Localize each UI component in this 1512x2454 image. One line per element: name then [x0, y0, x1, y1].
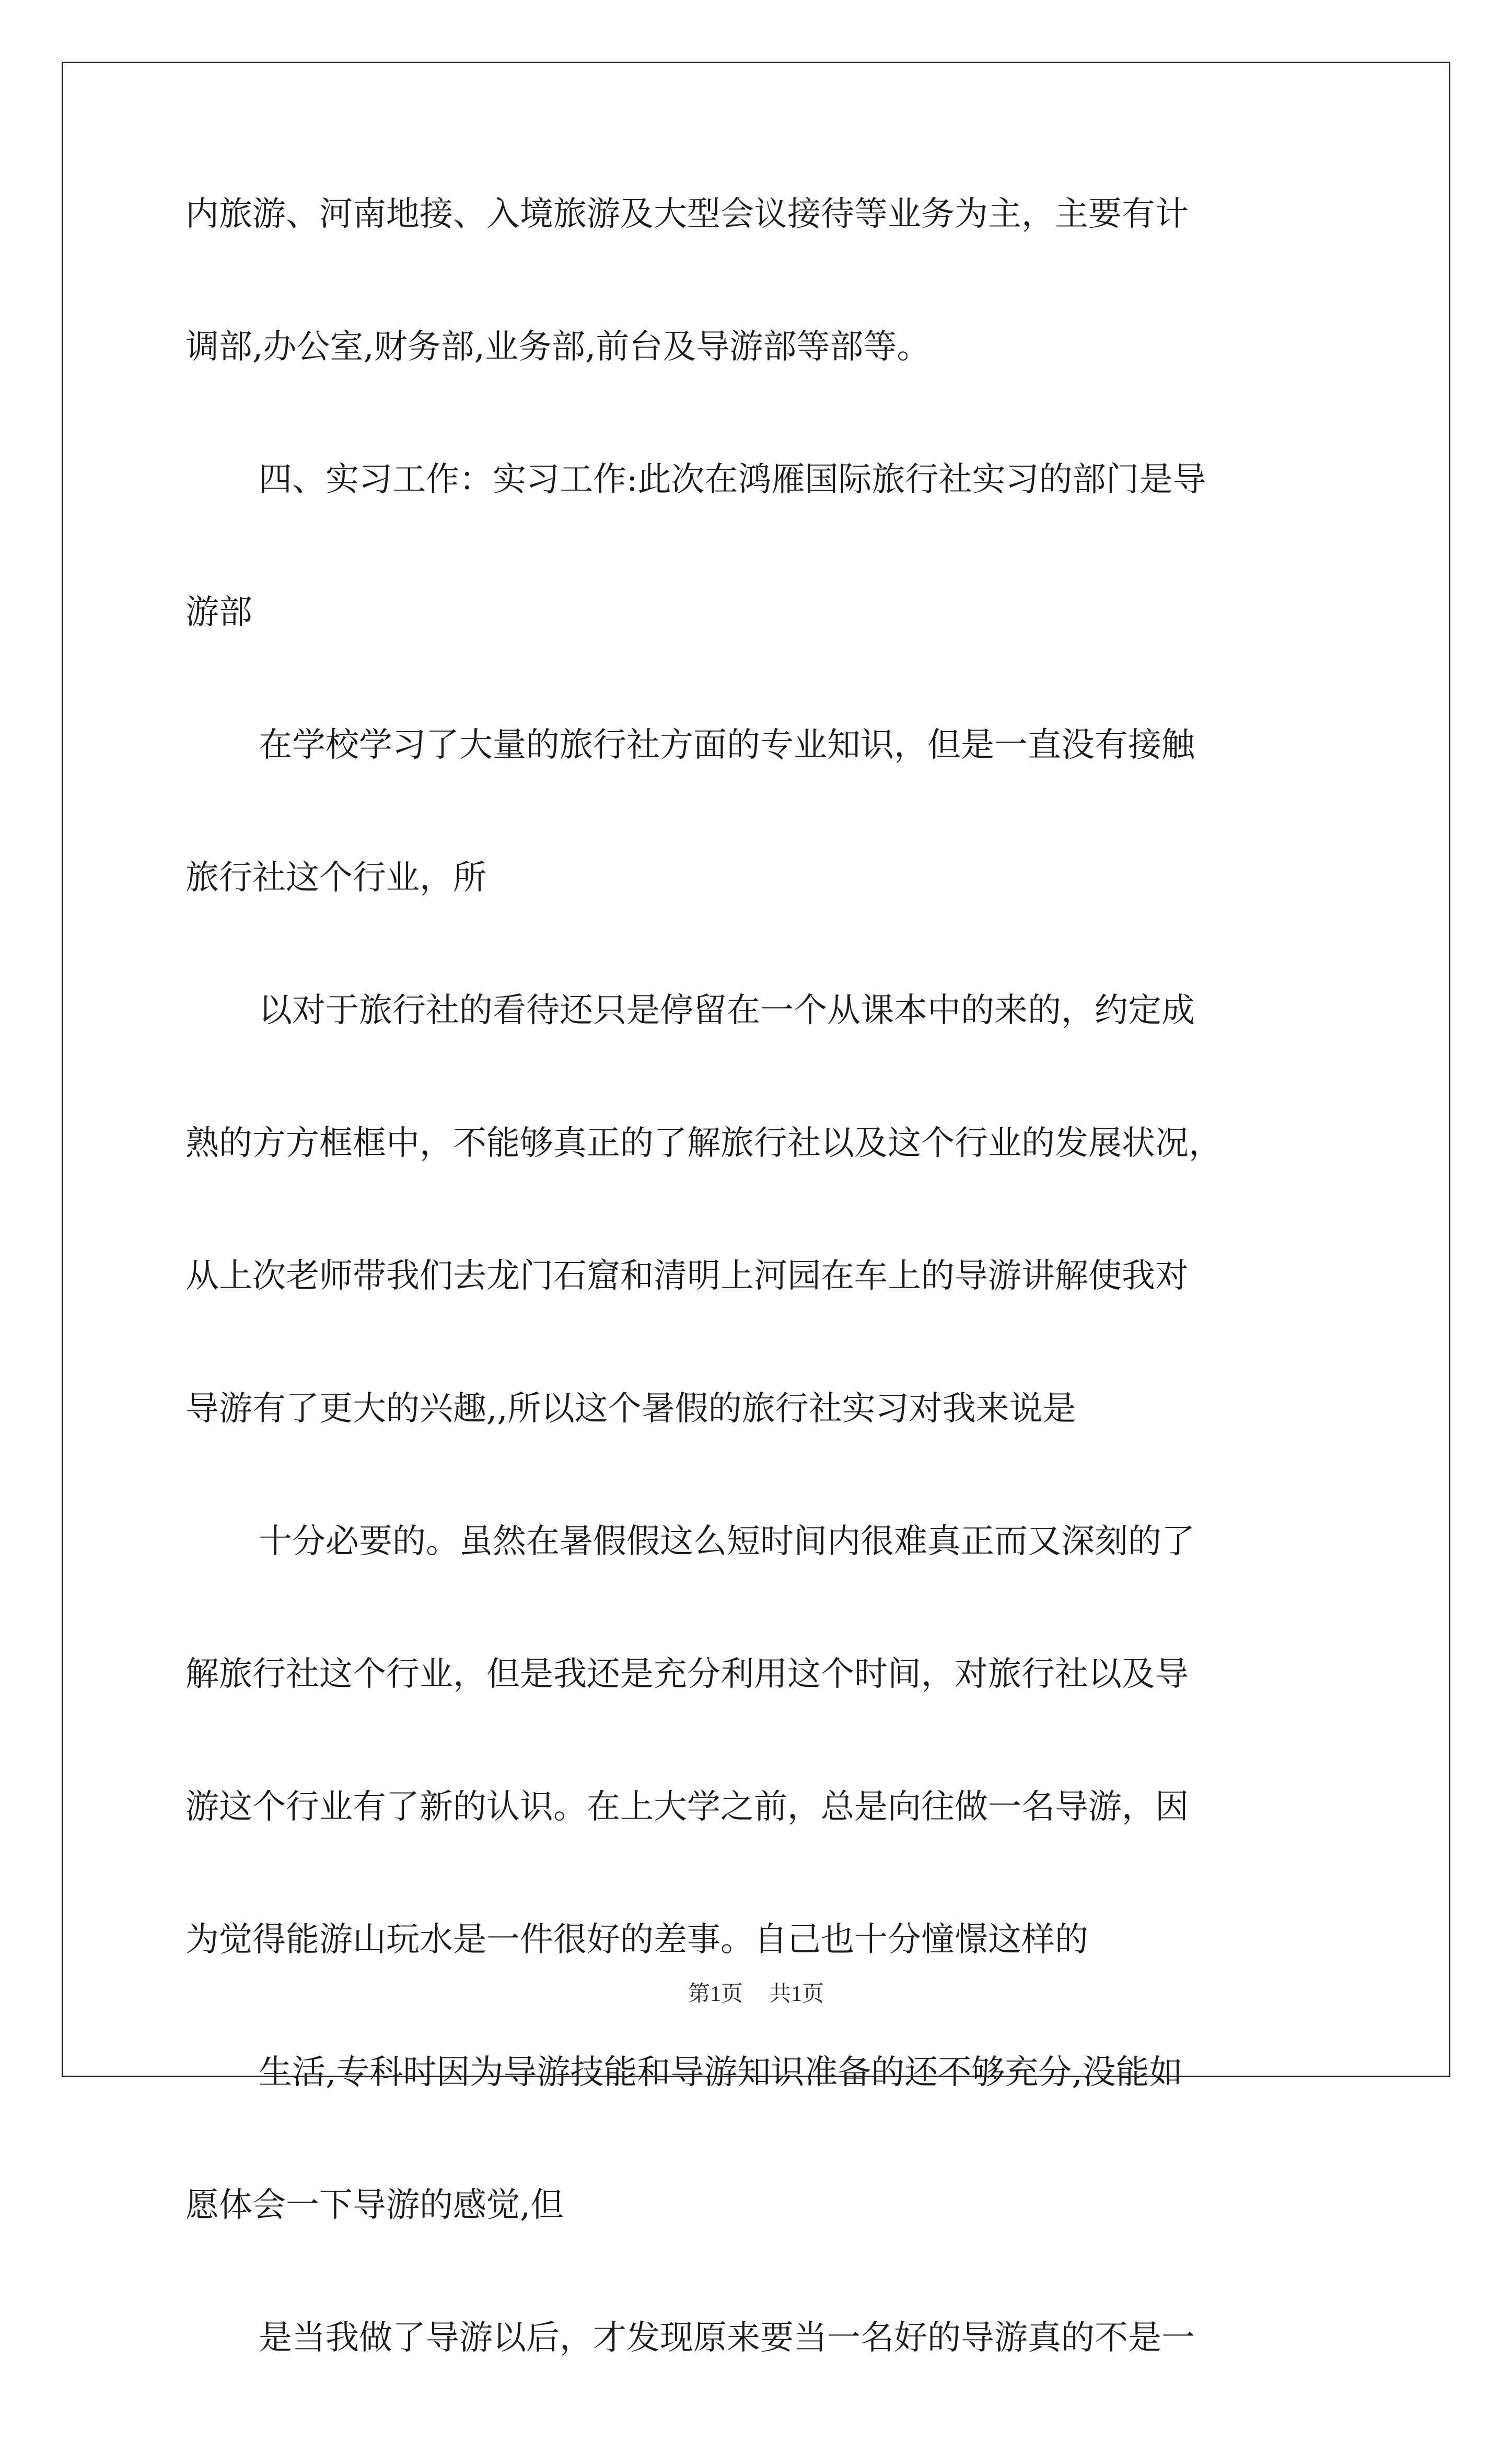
text-line: 为觉得能游山玩水是一件很好的差事。自己也十分憧憬这样的 — [185, 1920, 1088, 1959]
page-footer — [0, 1981, 1512, 2007]
text-line: 从上次老师带我们去龙门石窟和清明上河园在车上的导游讲解使我对 — [185, 1257, 1189, 1295]
text-line: 熟的方方框框中，不能够真正的了解旅行社以及这个行业的发展状况， — [185, 1124, 1222, 1163]
text-line: 调部,办公室,财务部,业务部,前台及导游部等部等。 — [185, 328, 931, 366]
text-line: 旅行社这个行业，所 — [185, 859, 486, 897]
text-line: 四、实习工作：实习工作:此次在鸿雁国际旅行社实习的部门是导 — [259, 460, 1206, 499]
text-line: 游这个行业有了新的认识。在上大学之前，总是向往做一名导游，因 — [185, 1788, 1189, 1826]
page-number-total: 共1页 — [769, 1982, 824, 2006]
text-line: 是当我做了导游以后，才发现原来要当一名好的导游真的不是一 — [259, 2319, 1195, 2357]
page-number-current: 第1页 — [688, 1982, 743, 2006]
text-line: 以对于旅行社的看待还只是停留在一个从课本中的来的，约定成 — [259, 991, 1195, 1030]
text-line: 内旅游、河南地接、入境旅游及大型会议接待等业务为主，主要有计 — [185, 195, 1189, 234]
text-line: 生活,专科时因为导游技能和导游知识准备的还不够充分,没能如 — [259, 2053, 1183, 2092]
text-line: 导游有了更大的兴趣,,所以这个暑假的旅行社实习对我来说是 — [185, 1390, 1076, 1428]
text-line: 在学校学习了大量的旅行社方面的专业知识，但是一直没有接触 — [259, 726, 1195, 765]
text-line: 解旅行社这个行业，但是我还是充分利用这个时间，对旅行社以及导 — [185, 1655, 1189, 1694]
document-body — [185, 195, 1337, 2454]
text-line: 愿体会一下导游的感觉,但 — [185, 2186, 564, 2225]
text-line: 游部 — [185, 593, 252, 632]
text-line: 十分必要的。虽然在暑假假这么短时间内很难真正而又深刻的了 — [259, 1522, 1195, 1561]
